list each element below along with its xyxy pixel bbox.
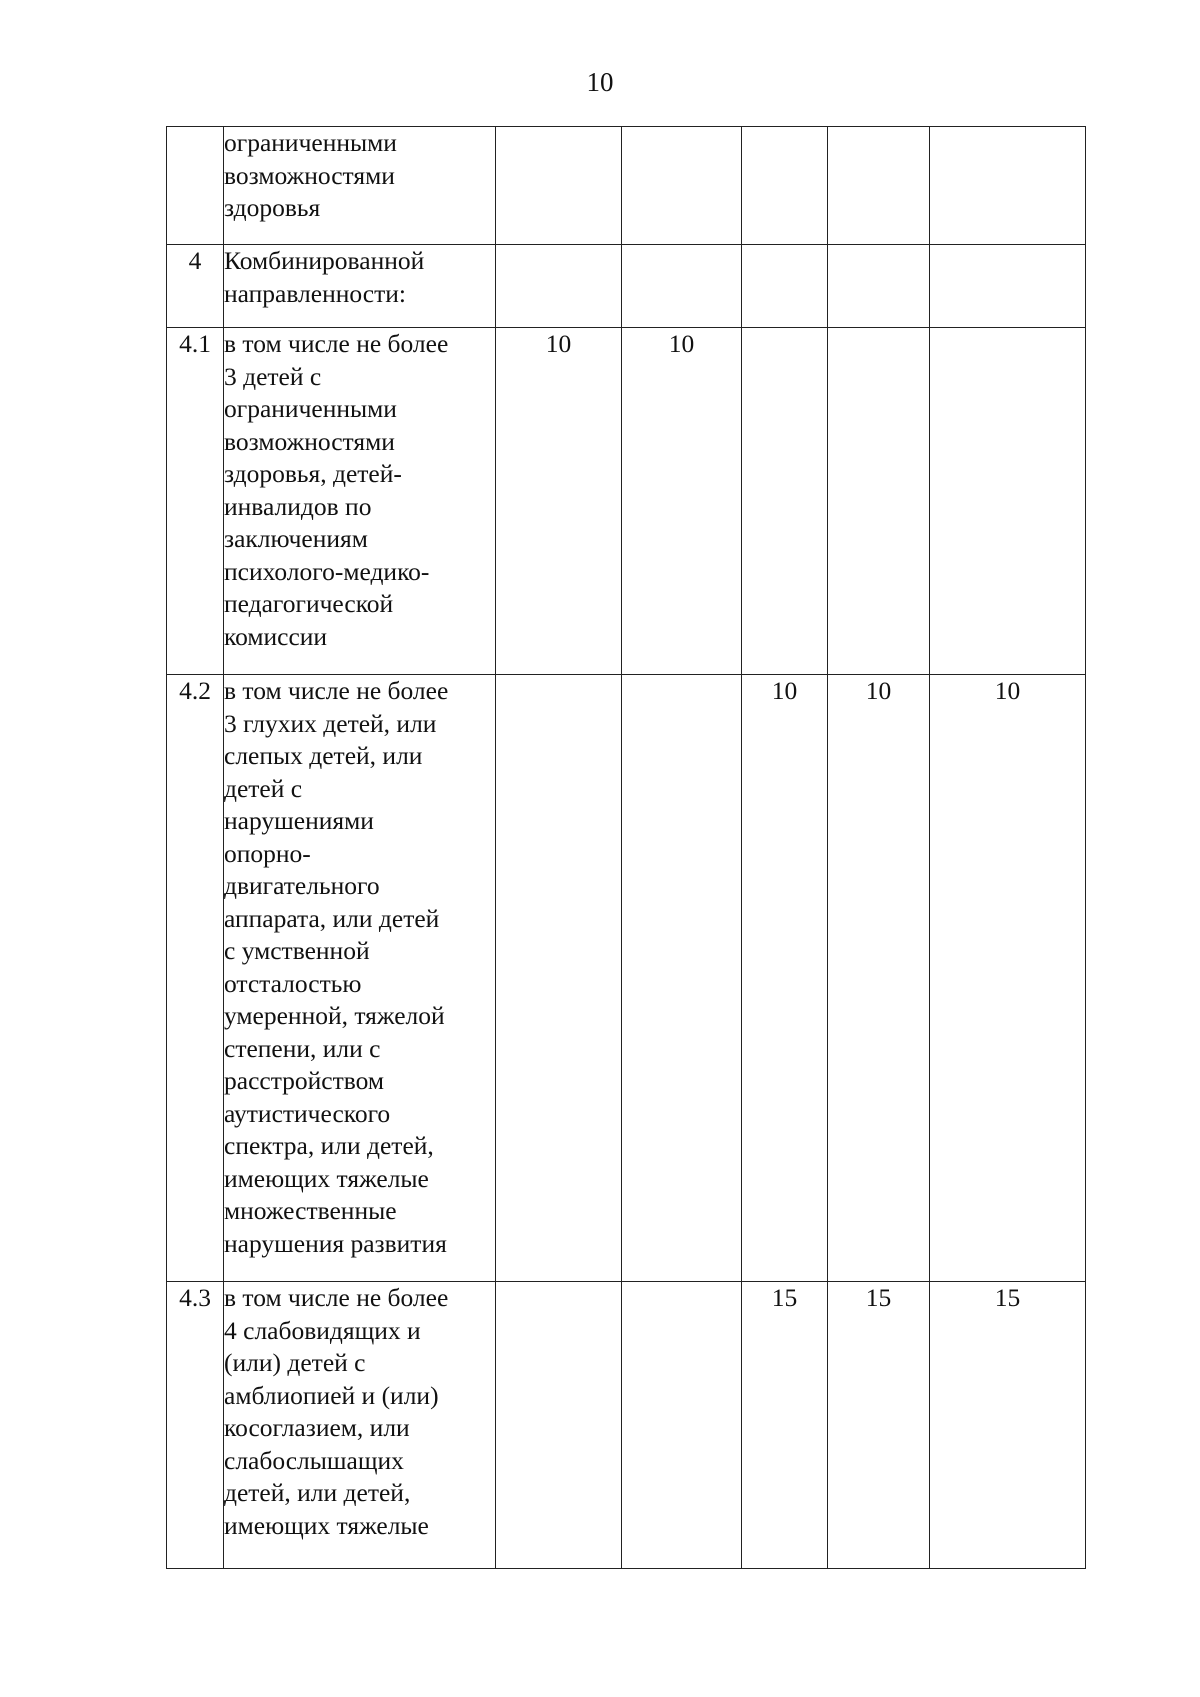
- description-line: детей, или детей,: [224, 1478, 411, 1507]
- description-line: имеющих тяжелые: [224, 1163, 429, 1193]
- description-line: спектра, или детей,: [224, 1131, 434, 1160]
- row-number-cell: [167, 127, 224, 245]
- value-cell: [828, 245, 930, 328]
- description-line: психолого-медико-: [224, 556, 430, 586]
- value-cell: 10: [828, 675, 930, 1282]
- description-line: инвалидов по: [224, 491, 372, 521]
- description-line: здоровья, детей-: [224, 459, 402, 488]
- value-cell: [930, 245, 1086, 328]
- table-row: [167, 328, 1086, 675]
- table-row: [167, 245, 1086, 328]
- table-row: [167, 675, 1086, 1282]
- value-cell: [496, 1282, 622, 1569]
- row-number-cell: 4.2: [167, 675, 224, 1282]
- value-cell: [496, 127, 622, 245]
- value-cell: 10: [496, 328, 622, 675]
- description-line: с умственной: [224, 936, 370, 965]
- value-cell: [930, 328, 1086, 675]
- description-line: 3 детей с: [224, 361, 322, 391]
- value-cell: [496, 245, 622, 328]
- value-cell: [622, 245, 742, 328]
- value-cell: [742, 328, 828, 675]
- row-number-cell: 4.1: [167, 328, 224, 675]
- description-line: расстройством: [224, 1066, 385, 1095]
- row-description-cell: [224, 675, 496, 1282]
- table-row: [167, 1282, 1086, 1569]
- page-number: 10: [586, 67, 614, 97]
- description-line: множественные: [224, 1196, 397, 1225]
- value-cell: [742, 245, 828, 328]
- description-line: ограниченными: [224, 394, 397, 423]
- description-line: педагогической: [224, 589, 394, 618]
- description-line: степени, или с: [224, 1033, 381, 1063]
- description-line: комиссии: [224, 621, 328, 651]
- description-line: двигательного: [224, 871, 380, 900]
- value-cell: 15: [742, 1282, 828, 1569]
- description-line: здоровья: [224, 193, 321, 222]
- description-line: слабослышащих: [224, 1445, 404, 1475]
- row-number-cell: 4: [167, 245, 224, 328]
- description-line: ограниченными: [224, 128, 397, 157]
- value-cell: 10: [742, 675, 828, 1282]
- row-number-cell: 4.3: [167, 1282, 224, 1569]
- description-line: в том числе не более: [224, 1283, 449, 1312]
- description-line: 3 глухих детей, или: [224, 708, 437, 738]
- row-description-cell: [224, 1282, 496, 1569]
- table-body: [167, 127, 1086, 1569]
- value-cell: 10: [930, 675, 1086, 1282]
- description-line: детей с: [224, 773, 303, 803]
- description-line: имеющих тяжелые: [224, 1510, 429, 1540]
- description-line: в том числе не более: [224, 676, 449, 705]
- description-line: нарушениями: [224, 806, 374, 835]
- description-line: Комбинированной: [224, 246, 425, 275]
- value-cell: [622, 127, 742, 245]
- value-cell: 10: [622, 328, 742, 675]
- value-cell: [828, 328, 930, 675]
- description-line: слепых детей, или: [224, 741, 423, 770]
- value-cell: [828, 127, 930, 245]
- table-row: [167, 127, 1086, 245]
- description-line: 4 слабовидящих и: [224, 1315, 421, 1345]
- value-cell: 15: [828, 1282, 930, 1569]
- value-cell: 15: [930, 1282, 1086, 1569]
- description-line: (или) детей с: [224, 1348, 366, 1377]
- description-line: направленности:: [224, 278, 406, 308]
- description-line: аутистического: [224, 1098, 391, 1128]
- description-line: опорно-: [224, 838, 311, 868]
- description-line: аппарата, или детей: [224, 903, 440, 933]
- description-line: в том числе не более: [224, 329, 449, 358]
- description-line: умеренной, тяжелой: [224, 1001, 445, 1030]
- description-line: нарушения развития: [224, 1228, 447, 1258]
- description-line: возможностями: [224, 160, 395, 190]
- value-cell: [622, 1282, 742, 1569]
- description-line: заключениям: [224, 524, 368, 553]
- row-description-cell: [224, 245, 496, 328]
- description-line: возможностями: [224, 426, 395, 456]
- value-cell: [930, 127, 1086, 245]
- groups-table: [166, 126, 1086, 1569]
- description-line: амблиопией и (или): [224, 1380, 439, 1410]
- description-line: косоглазием, или: [224, 1413, 410, 1442]
- value-cell: [496, 675, 622, 1282]
- value-cell: [622, 675, 742, 1282]
- description-line: отсталостью: [224, 968, 362, 998]
- row-description-cell: [224, 328, 496, 675]
- value-cell: [742, 127, 828, 245]
- row-description-cell: [224, 127, 496, 245]
